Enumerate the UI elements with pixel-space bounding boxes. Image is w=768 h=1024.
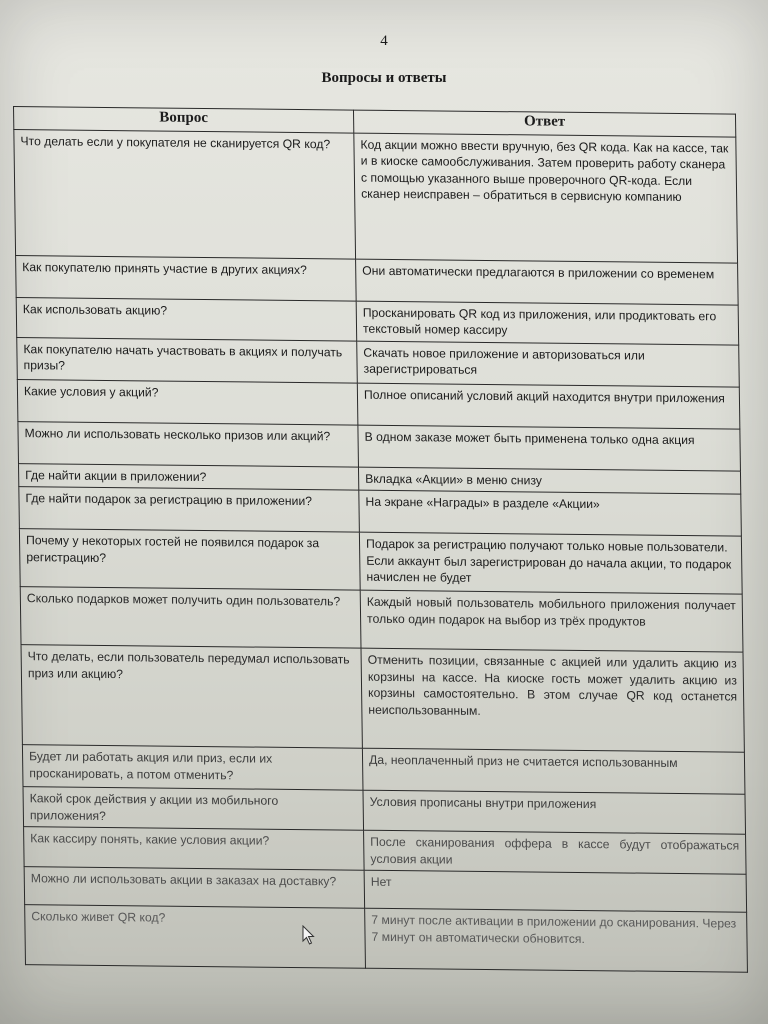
question-cell: Можно ли использовать несколько призов или акций?	[18, 422, 359, 468]
answer-cell: Вкладка «Акции» в меню снизу	[358, 467, 740, 494]
question-cell: Как покупателю начать участвовать в акциях и получать призы?	[17, 338, 358, 384]
table-row	[17, 338, 740, 388]
answer-column-header: Ответ	[353, 110, 735, 137]
table-row	[19, 487, 742, 537]
question-cell: Что делать если у покупателя не сканируется QR код?	[14, 130, 356, 260]
answer-cell: Просканировать QR код из приложения, или продиктовать его текстовый номер кассиру	[356, 301, 739, 345]
question-cell: Сколько подарков может получить один пользователь?	[20, 587, 361, 649]
question-cell: Что делать, если пользователь передумал использовать приз или акцию?	[21, 645, 362, 749]
question-cell: Где найти акции в приложении?	[18, 464, 358, 491]
question-cell: Как кассиру понять, какие условия акции?	[24, 827, 365, 871]
answer-cell: Отменить позиции, связанные с акцией или удалить акцию из корзины на кассе. На киоске гость может удалить акцию из корзины самостоятельно. В этом случае QR код останется неиспользованным.	[361, 649, 744, 753]
answer-cell: После сканирования оффера в кассе будут отображаться условия акции	[364, 830, 747, 874]
question-cell: Какие условия у акций?	[17, 380, 358, 426]
question-cell: Будет ли работать акция или приз, если их просканировать, а потом отменить?	[22, 745, 363, 791]
qa-table	[13, 106, 748, 973]
answer-cell: 7 минут после активации в приложении до сканирования. Через 7 минут он автоматически обновится.	[365, 908, 748, 972]
question-cell: Где найти подарок за регистрацию в приложении?	[19, 487, 360, 533]
page-number: 4	[380, 33, 388, 49]
answer-cell: Они автоматически предлагаются в приложении со временем	[356, 259, 739, 305]
answer-cell: Полное описаний условий акций находится внутри приложения	[357, 383, 740, 429]
table-row	[18, 422, 741, 472]
table-row	[17, 380, 740, 430]
table-row	[25, 905, 748, 973]
answer-cell: Код акции можно ввести вручную, без QR кода. Как на кассе, так и в киоске самообслуживания. Затем проверить работу сканера с помощью указанного выше проверочного QR-кода. Если сканер неисправен – обратиться в сервисную компанию	[354, 133, 738, 263]
mouse-pointer-icon	[302, 925, 316, 945]
question-column-header: Вопрос	[14, 107, 354, 134]
answer-cell: В одном заказе может быть применена только одна акция	[358, 425, 741, 471]
question-cell: Сколько живет QR код?	[25, 905, 366, 969]
answer-cell: Подарок за регистрацию получают только новые пользователи. Если аккаунт был зарегистрирован до начала акции, то подарок начислен не будет	[359, 533, 742, 595]
answer-cell: Да, неоплаченный приз не считается использованным	[362, 749, 745, 795]
answer-cell: Каждый новый пользователь мобильного приложения получает только один подарок на выбор из трёх продуктов	[360, 591, 743, 653]
table-row	[22, 745, 745, 795]
table-row	[20, 587, 743, 653]
question-cell: Как покупателю принять участие в других акциях?	[16, 256, 357, 302]
question-cell: Как использовать акцию?	[16, 298, 357, 342]
answer-cell: Скачать новое приложение и авторизоваться или зарегистрироваться	[357, 341, 740, 387]
answer-cell: Нет	[364, 870, 747, 912]
table-row	[14, 130, 738, 264]
question-cell: Почему у некоторых гостей не появился подарок за регистрацию?	[19, 529, 360, 591]
question-cell: Какой срок действия у акции из мобильного приложения?	[23, 787, 364, 830]
table-row	[19, 529, 742, 595]
page-title: Вопросы и ответы	[321, 70, 447, 86]
table-row	[16, 256, 739, 306]
answer-cell: На экране «Награды» в разделе «Акции»	[359, 491, 742, 537]
table-row	[21, 645, 744, 753]
answer-cell: Условия прописаны внутри приложения	[363, 791, 746, 835]
question-cell: Можно ли использовать акции в заказах на доставку?	[24, 867, 365, 909]
